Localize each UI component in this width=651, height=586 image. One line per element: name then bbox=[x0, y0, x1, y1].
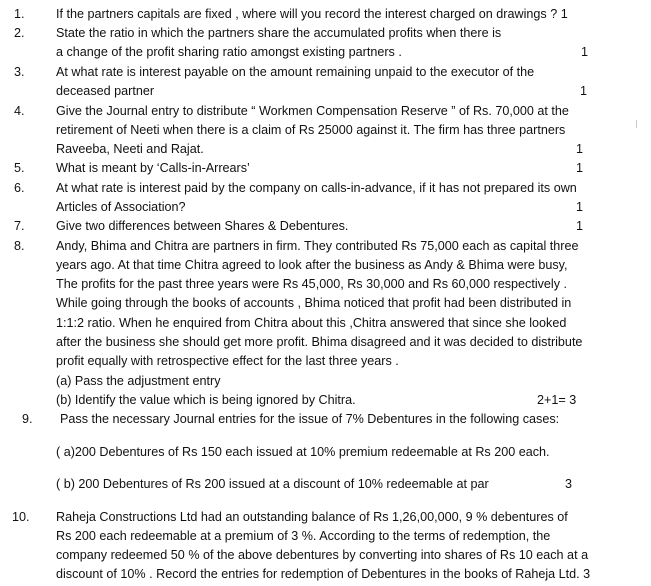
question-text-line: deceased partner bbox=[56, 84, 155, 98]
question-marks: 1 bbox=[576, 161, 584, 175]
question-subpart: ( a)200 Debentures of Rs 150 each issued at 10% premium redeemable at Rs 200 each. bbox=[56, 445, 550, 459]
question-text-line: Pass the necessary Journal entries for the issue of 7% Debentures in the following cases: bbox=[60, 412, 560, 426]
question-text-line: discount of 10% . Record the entries for redemption of Debentures in the books of Raheja Ltd. 3 bbox=[56, 567, 591, 581]
question-number: 3. bbox=[14, 65, 25, 79]
question-text-line: State the ratio in which the partners share the accumulated profits when there is bbox=[56, 26, 502, 40]
question-text-line: At what rate is interest paid by the company on calls-in-advance, if it has not prepared its own bbox=[56, 181, 577, 195]
question-number: 4. bbox=[14, 104, 25, 118]
question-text-line: retirement of Neeti when there is a claim of Rs 25000 against it. The firm has three partners bbox=[56, 123, 566, 137]
question-text-line: Andy, Bhima and Chitra are partners in firm. They contributed Rs 75,000 each as capital three bbox=[56, 239, 579, 253]
question-text-line: What is meant by ‘Calls-in-Arrears’ bbox=[56, 161, 250, 175]
scan-speck bbox=[636, 120, 637, 128]
question-number: 7. bbox=[14, 219, 25, 233]
question-text-line: While going through the books of accounts , Bhima noticed that profit had been distributed in bbox=[56, 296, 572, 310]
question-text-line: Articles of Association? bbox=[56, 200, 186, 214]
question-text-line: Give two differences between Shares & Debentures. bbox=[56, 219, 349, 233]
question-text-line: Raveeba, Neeti and Rajat. bbox=[56, 142, 204, 156]
question-text-line: If the partners capitals are fixed , where will you record the interest charged on drawings ? 1 bbox=[56, 7, 568, 21]
question-text-line: Rs 200 each redeemable at a premium of 3 %. According to the terms of redemption, the bbox=[56, 529, 551, 543]
question-marks: 1 bbox=[581, 45, 589, 59]
question-text-line: after the business she should get more profit. Bhima disagreed and it was decided to distribute bbox=[56, 335, 583, 349]
question-text-line: 1:1:2 ratio. When he enquired from Chitra about this ,Chitra answered that since she looked bbox=[56, 316, 567, 330]
question-number: 2. bbox=[14, 26, 25, 40]
question-marks: 2+1= 3 bbox=[537, 393, 577, 407]
question-number: 1. bbox=[14, 7, 25, 21]
question-text-line: At what rate is interest payable on the amount remaining unpaid to the executor of the bbox=[56, 65, 535, 79]
question-number: 8. bbox=[14, 239, 25, 253]
question-marks: 3 bbox=[565, 477, 573, 491]
question-marks: 1 bbox=[576, 219, 584, 233]
question-marks: 1 bbox=[576, 142, 584, 156]
question-number: 10. bbox=[12, 510, 30, 524]
question-subpart: ( b) 200 Debentures of Rs 200 issued at a discount of 10% redeemable at par bbox=[56, 477, 489, 491]
question-text-line: Give the Journal entry to distribute “ Workmen Compensation Reserve ” of Rs. 70,000 at the bbox=[56, 104, 569, 118]
question-text-line: The profits for the past three years were Rs 45,000, Rs 30,000 and Rs 60,000 respectively . bbox=[56, 277, 568, 291]
question-number: 9. bbox=[22, 412, 33, 426]
question-text-line: company redeemed 50 % of the above debentures by converting into shares of Rs 10 each at a bbox=[56, 548, 589, 562]
question-subpart: (b) Identify the value which is being ignored by Chitra. bbox=[56, 393, 356, 407]
question-text-line: profit equally with retrospective effect for the last three years . bbox=[56, 354, 399, 368]
question-text-line: years ago. At that time Chitra agreed to look after the business as Andy & Bhima were busy, bbox=[56, 258, 568, 272]
question-marks: 1 bbox=[580, 84, 588, 98]
question-subpart: (a) Pass the adjustment entry bbox=[56, 374, 221, 388]
question-number: 5. bbox=[14, 161, 25, 175]
question-text-line: a change of the profit sharing ratio amongst existing partners . bbox=[56, 45, 402, 59]
question-number: 6. bbox=[14, 181, 25, 195]
question-text-line: Raheja Constructions Ltd had an outstanding balance of Rs 1,26,00,000, 9 % debentures of bbox=[56, 510, 568, 524]
question-marks: 1 bbox=[576, 200, 584, 214]
